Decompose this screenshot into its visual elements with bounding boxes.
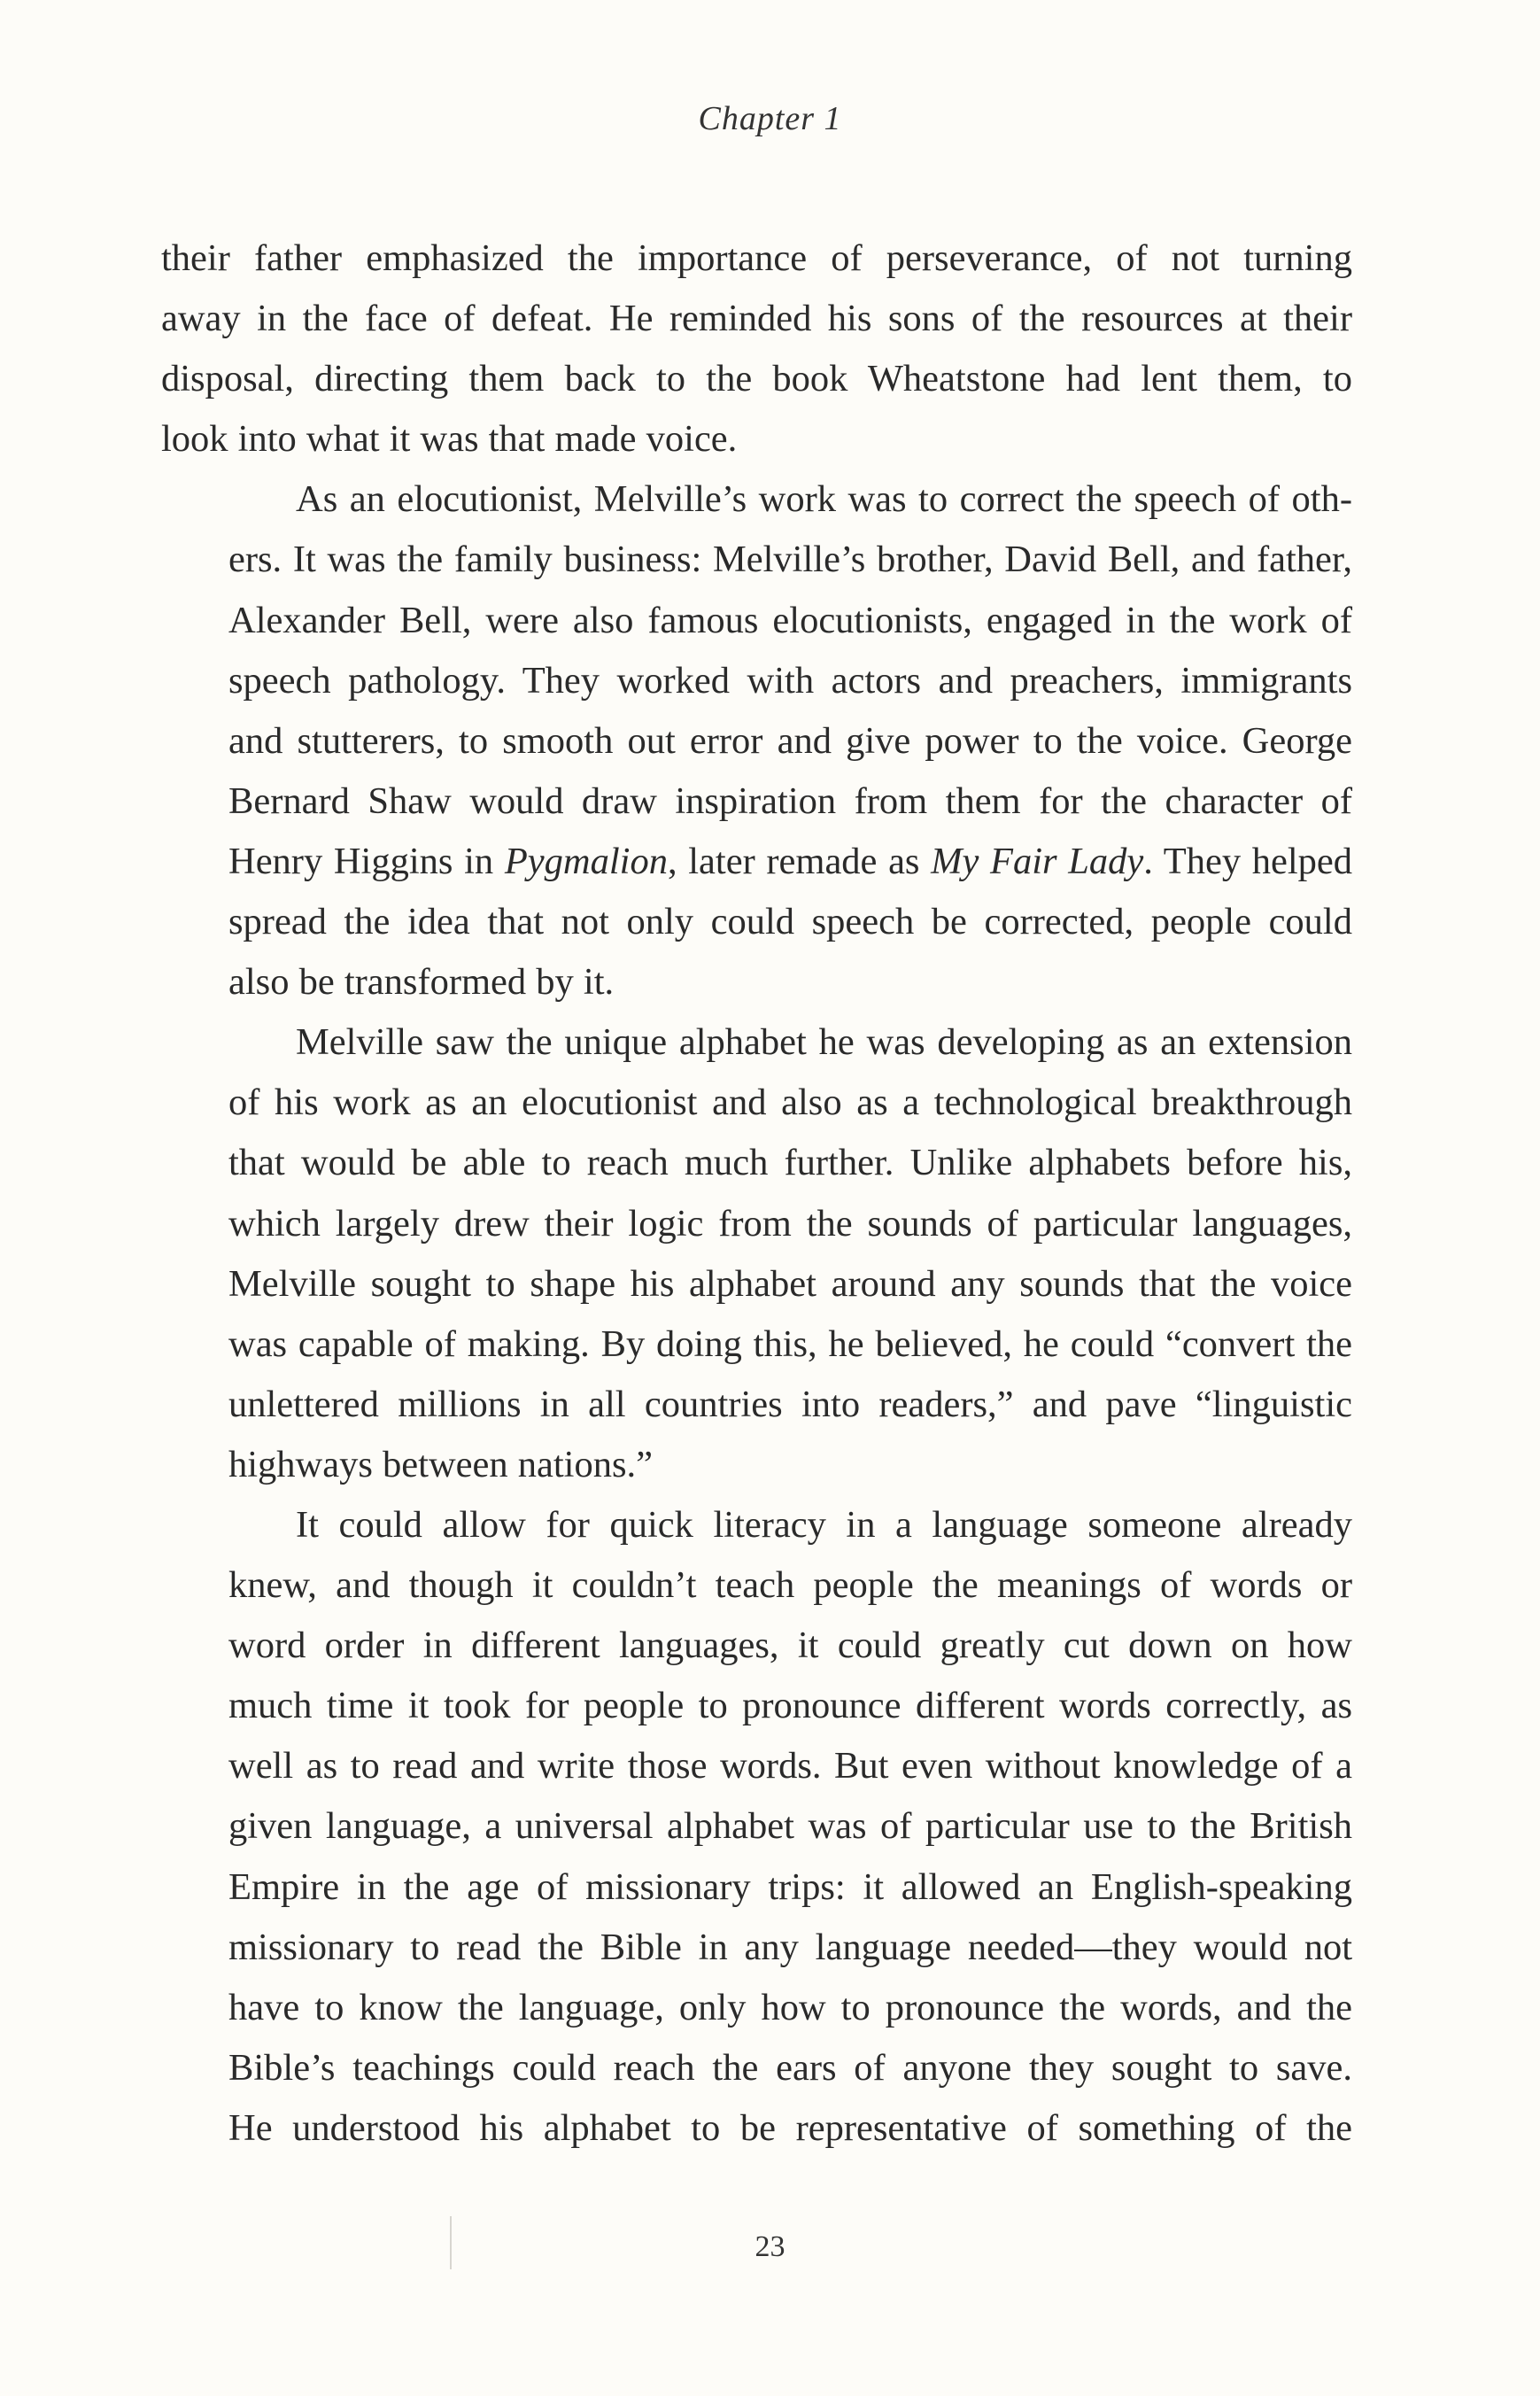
- text-line: much time it took for people to pronounce different words correctly, as: [228, 1685, 1352, 1727]
- text-line: away in the face of defeat. He reminded his sons of the resources at their: [161, 298, 1352, 340]
- text-line: Melville saw the unique alphabet he was developing as an extension: [296, 1021, 1352, 1064]
- text-line: knew, and though it couldn’t teach people the meanings of words or: [228, 1564, 1352, 1607]
- text-line: As an elocutionist, Melville’s work was to correct the speech of oth-: [296, 478, 1352, 521]
- text-segment: Henry Higgins in: [228, 840, 505, 882]
- text-line: given language, a universal alphabet was of particular use to the British: [228, 1805, 1352, 1848]
- text-line: look into what it was that made voice.: [161, 418, 738, 461]
- book-title-my-fair-lady: My Fair Lady: [931, 840, 1144, 882]
- body-text: [161, 229, 1352, 2159]
- paragraph-2: [161, 469, 1352, 1012]
- text-line: their father emphasized the importance of perseverance, of not turning: [161, 237, 1352, 279]
- text-line: ers. It was the family business: Melville’s brother, David Bell, and father,: [228, 539, 1352, 581]
- text-line: Alexander Bell, were also famous elocutionists, engaged in the work of: [228, 599, 1352, 641]
- text-line: Empire in the age of missionary trips: it allowed an English-speaking: [228, 1865, 1352, 1908]
- text-segment: , later remade as: [667, 840, 932, 882]
- paragraph-4: [161, 1495, 1352, 2159]
- text-line: have to know the language, only how to pronounce the words, and the: [228, 1986, 1352, 2028]
- text-line: disposal, directing them back to the book Wheatstone had lent them, to: [161, 358, 1352, 400]
- text-line: word order in different languages, it could greatly cut down on how: [228, 1624, 1352, 1667]
- page-number: 23: [755, 2230, 785, 2263]
- text-line: Bernard Shaw would draw inspiration from them for the character of: [228, 779, 1352, 822]
- text-segment: . They helped: [1143, 840, 1353, 882]
- running-head-chapter: Chapter 1: [698, 100, 842, 137]
- text-line: Bible’s teachings could reach the ears of anyone they sought to save.: [228, 2046, 1352, 2089]
- text-line: He understood his alphabet to be representative of something of the: [228, 2106, 1352, 2149]
- book-title-pygmalion: Pygmalion: [504, 840, 668, 882]
- text-line: that would be able to reach much further. Unlike alphabets before his,: [228, 1142, 1352, 1184]
- paragraph-3: [161, 1012, 1352, 1495]
- text-line: Melville sought to shape his alphabet around any sounds that the voice: [228, 1262, 1352, 1305]
- text-line: spread the idea that not only could speech be corrected, people could: [228, 901, 1352, 943]
- text-line: also be transformed by it.: [228, 961, 615, 1004]
- text-line: unlettered millions in all countries into readers,” and pave “linguistic: [228, 1383, 1352, 1425]
- text-line: It could allow for quick literacy in a language someone already: [296, 1503, 1352, 1546]
- text-line: and stutterers, to smooth out error and give power to the voice. George: [228, 719, 1352, 762]
- text-line: which largely drew their logic from the sounds of particular languages,: [228, 1202, 1352, 1245]
- text-line: of his work as an elocutionist and also as a technological breakthrough: [228, 1082, 1352, 1124]
- text-line: highways between nations.”: [228, 1443, 654, 1485]
- text-line: well as to read and write those words. But even without knowledge of a: [228, 1745, 1352, 1787]
- text-line: speech pathology. They worked with actors and preachers, immigrants: [228, 659, 1352, 702]
- text-line: was capable of making. By doing this, he believed, he could “convert the: [228, 1322, 1352, 1365]
- paragraph-1: [161, 229, 1352, 469]
- text-line-with-titles: [161, 832, 1352, 892]
- text-line: missionary to read the Bible in any language needed—they would not: [228, 1926, 1352, 1968]
